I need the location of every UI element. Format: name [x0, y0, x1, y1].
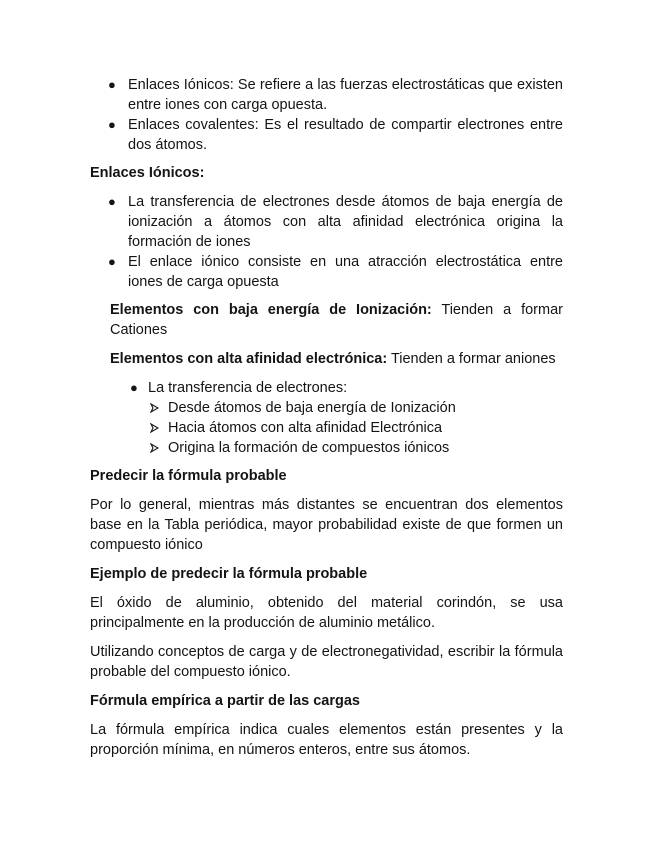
transfer-title: La transferencia de electrones: — [148, 380, 348, 396]
high-affinity-paragraph — [110, 349, 563, 369]
high-affinity-text: Tienden a formar aniones — [387, 351, 556, 367]
list-item — [110, 418, 563, 438]
bullet-icon: ● — [130, 380, 138, 395]
high-affinity-label: Elementos con alta afinidad electrónica: — [110, 351, 388, 367]
bullet-icon: ● — [108, 77, 116, 92]
list-item — [110, 378, 563, 398]
example-paragraph-2: Utilizando conceptos de carga y de electronegatividad, escribir la fórmula probable del compuesto iónico. — [90, 644, 563, 680]
ionic-bullet-list — [90, 192, 563, 292]
ionic-bullet-text: La transferencia de electrones desde átomos de baja energía de ionización a átomos con alta afinidad electrónica origina la formación de iones — [128, 194, 563, 250]
section-heading-predict: Predecir la fórmula probable — [90, 468, 287, 484]
bullet-icon: ● — [108, 194, 116, 209]
section-heading-empirical: Fórmula empírica a partir de las cargas — [90, 693, 360, 709]
list-item — [90, 192, 563, 252]
transfer-item-text: Hacia átomos con alta afinidad Electrónica — [168, 420, 443, 436]
transfer-item-text: Origina la formación de compuestos iónicos — [168, 440, 450, 456]
transfer-item-text: Desde átomos de baja energía de Ionización — [168, 400, 456, 416]
bullet-icon: ● — [108, 254, 116, 269]
section-heading-example: Ejemplo de predecir la fórmula probable — [90, 566, 368, 582]
arrowhead-icon — [150, 443, 159, 453]
intro-bullet-list — [90, 75, 563, 155]
low-energy-label: Elementos con baja energía de Ionización: — [110, 302, 432, 318]
document-page — [90, 75, 563, 769]
example-paragraph-1: El óxido de aluminio, obtenido del material corindón, se usa principalmente en la producción de aluminio metálico. — [90, 595, 563, 631]
transfer-arrow-list — [110, 398, 563, 458]
list-item — [90, 115, 563, 155]
arrowhead-icon — [150, 403, 159, 413]
ionic-bullet-text: El enlace iónico consiste en una atracción electrostática entre iones de carga opuesta — [128, 254, 563, 290]
list-item — [110, 438, 563, 458]
list-item — [90, 75, 563, 115]
section-heading-ionic: Enlaces Iónicos: — [90, 165, 205, 181]
list-item — [90, 252, 563, 292]
low-energy-text: Tienden a formar Cationes — [110, 302, 563, 338]
list-item — [110, 398, 563, 418]
transfer-list — [110, 378, 563, 458]
intro-bullet-text: Enlaces covalentes: Es el resultado de compartir electrones entre dos átomos. — [128, 117, 563, 153]
arrowhead-icon — [150, 423, 159, 433]
intro-bullet-text: Enlaces Iónicos: Se refiere a las fuerzas electrostáticas que existen entre iones con carga opuesta. — [128, 77, 563, 113]
empirical-paragraph: La fórmula empírica indica cuales elementos están presentes y la proporción mínima, en números enteros, entre sus átomos. — [90, 722, 563, 758]
predict-paragraph: Por lo general, mientras más distantes se encuentran dos elementos base en la Tabla periódica, mayor probabilidad existe de que formen un compuesto iónico — [90, 497, 563, 553]
bullet-icon: ● — [108, 117, 116, 132]
low-energy-paragraph — [110, 300, 563, 340]
